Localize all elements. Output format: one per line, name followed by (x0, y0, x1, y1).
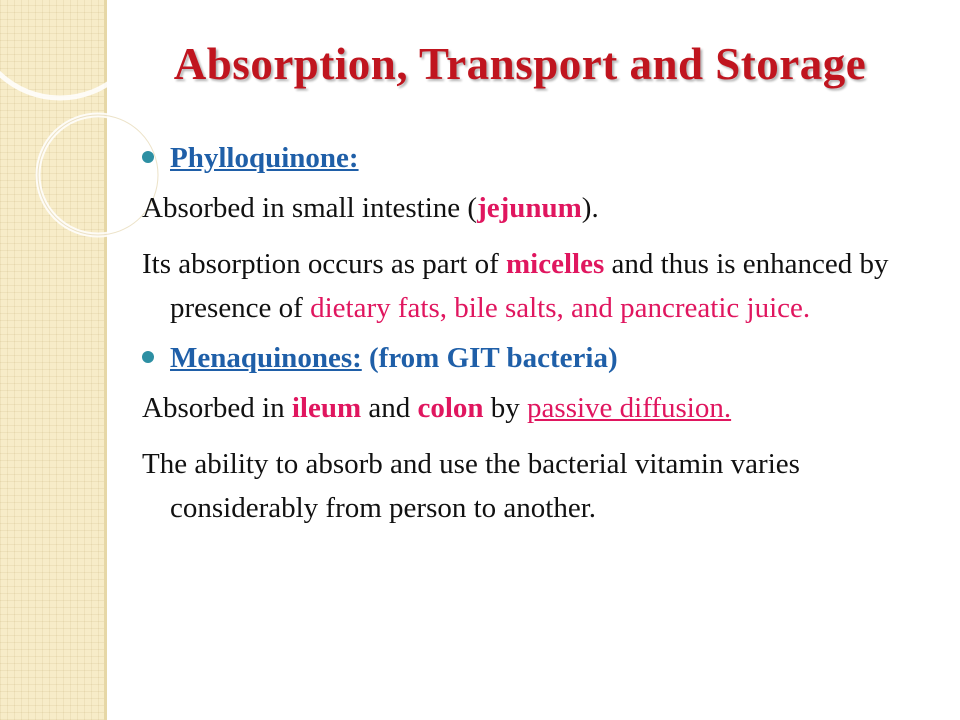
bullet-dot-icon (142, 151, 154, 163)
text-segment: Its absorption occurs as part of (142, 248, 507, 280)
slide-title: Absorption, Transport and Storage (173, 39, 867, 89)
term-dietary-fats: dietary fats, bile salts, and pancreatic juice. (310, 292, 811, 324)
term-colon: colon (417, 392, 484, 424)
bullet-phylloquinone (142, 136, 932, 180)
text-segment: ). (581, 192, 599, 224)
bullet-dot-icon (142, 351, 154, 363)
paragraph-micelles (142, 242, 932, 330)
heading-phylloquinone: Phylloquinone: (170, 142, 359, 174)
paragraph-absorbed-small-intestine (142, 186, 932, 230)
term-ileum: ileum (291, 392, 362, 424)
heading-menaquinones-note: (from GIT bacteria) (369, 342, 618, 374)
heading-menaquinones: Menaquinones: (170, 342, 362, 374)
text-segment: The ability to absorb and use the bacterial vitamin varies considerably from person to another. (142, 448, 800, 524)
slide-content (142, 130, 932, 530)
text-segment: Absorbed in small intestine ( (142, 192, 478, 224)
text-segment: and (361, 392, 418, 424)
paragraph-bacterial-vitamin (142, 442, 932, 530)
text-segment: and thus is enhanced by presence of (170, 248, 889, 324)
text-segment: by (483, 392, 528, 424)
paragraph-absorbed-ileum-colon (142, 386, 932, 430)
term-micelles: micelles (506, 248, 605, 280)
bullet-menaquinones (142, 336, 932, 380)
term-passive-diffusion: passive diffusion. (527, 392, 732, 424)
term-jejunum: jejunum (477, 192, 582, 224)
text-segment: Absorbed in (142, 392, 292, 424)
